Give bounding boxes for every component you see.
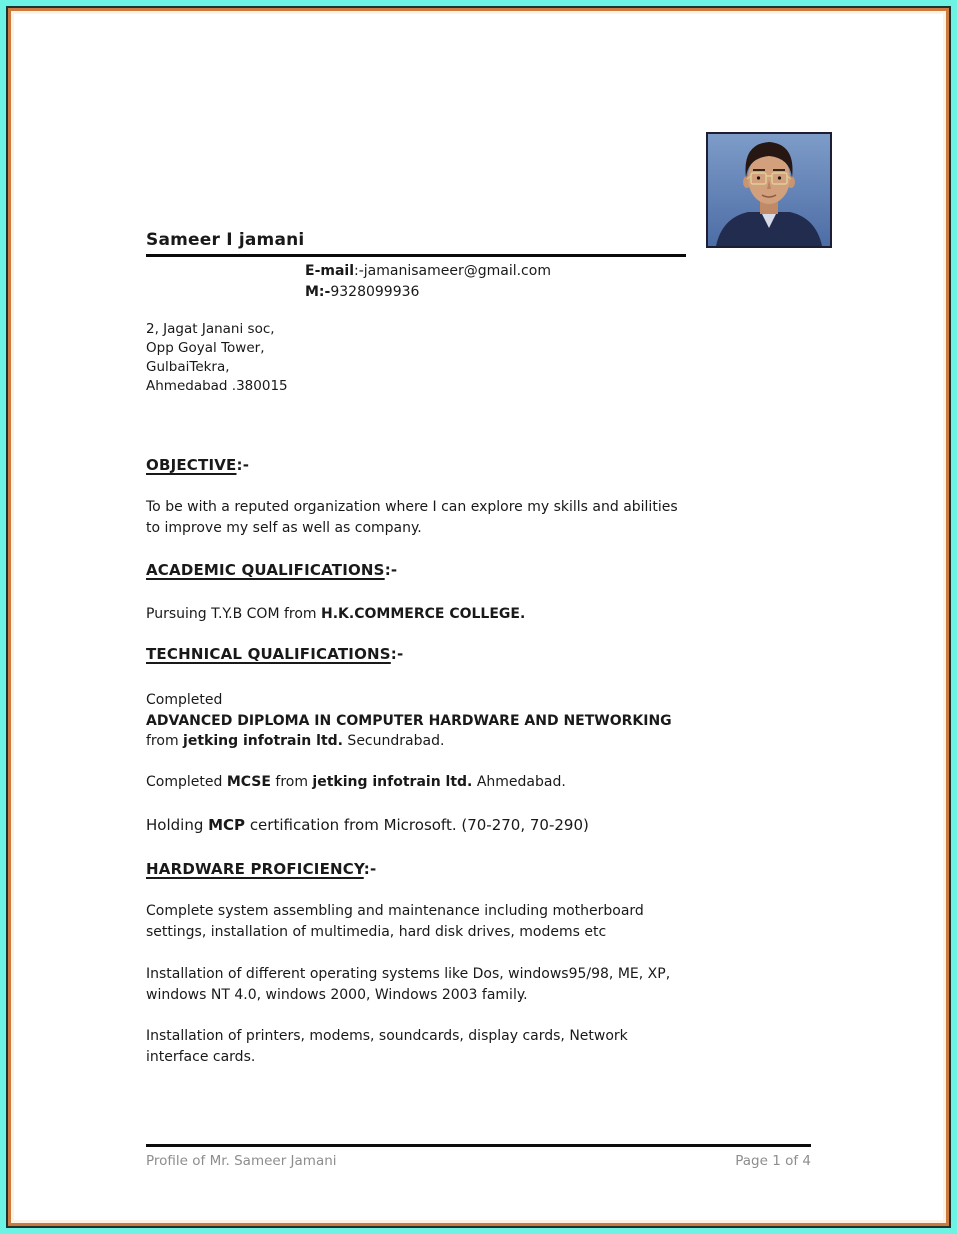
academic-heading xyxy=(146,561,397,579)
mobile-label: M:- xyxy=(305,284,331,300)
footer-profile-text: Profile of Mr. Sameer Jamani xyxy=(146,1153,337,1169)
email-label: E-mail xyxy=(305,263,355,279)
candidate-name: Sameer I jamani xyxy=(146,230,686,257)
address-line: 2, Jagat Janani soc, xyxy=(146,321,275,337)
portrait-photo xyxy=(706,132,832,248)
mobile-value: 9328099936 xyxy=(330,284,420,300)
objective-heading-suffix: :- xyxy=(236,456,250,474)
mobile-line xyxy=(305,282,551,303)
hardware-heading-suffix: :- xyxy=(363,860,377,878)
academic-heading-text: ACADEMIC QUALIFICATIONS xyxy=(146,561,385,579)
address-block xyxy=(146,320,288,396)
hardware-heading-text: HARDWARE PROFICIENCY xyxy=(146,860,364,878)
hardware-heading xyxy=(146,860,376,878)
portrait-illustration xyxy=(708,134,830,246)
page-footer xyxy=(146,1153,811,1169)
technical-heading-text: TECHNICAL QUALIFICATIONS xyxy=(146,645,391,663)
mcse-paragraph: Completed MCSE from jetking infotrain ltd. Ahmedabad. xyxy=(146,774,566,790)
objective-paragraph: To be with a reputed organization where I can explore my skills and abilities to improve my self as well as company. xyxy=(146,499,678,536)
diploma-paragraph: Completed ADVANCED DIPLOMA IN COMPUTER HARDWARE AND NETWORKING from jetking infotrain ltd. Secundrabad. xyxy=(146,692,672,749)
technical-heading-suffix: :- xyxy=(390,645,404,663)
objective-heading-text: OBJECTIVE xyxy=(146,456,237,474)
hardware-paragraph-os: Installation of different operating systems like Dos, windows95/98, ME, XP, windows NT 4.0, windows 2000, Windows 2003 family. xyxy=(146,966,671,1003)
mcp-paragraph: Holding MCP certification from Microsoft. (70-270, 70-290) xyxy=(146,816,589,834)
address-line: Ahmedabad .380015 xyxy=(146,378,288,394)
email-line xyxy=(305,261,551,282)
academic-paragraph: Pursuing T.Y.B COM from H.K.COMMERCE COLLEGE. xyxy=(146,606,526,622)
address-line: Opp Goyal Tower, xyxy=(146,340,265,356)
objective-heading xyxy=(146,456,249,474)
academic-heading-suffix: :- xyxy=(384,561,398,579)
technical-heading xyxy=(146,645,403,663)
email-value: :-jamanisameer@gmail.com xyxy=(354,263,551,279)
hardware-paragraph-peripherals: Installation of printers, modems, soundcards, display cards, Network interface cards. xyxy=(146,1028,628,1065)
contact-block xyxy=(305,261,551,303)
footer-divider xyxy=(146,1144,811,1147)
footer-page-number: Page 1 of 4 xyxy=(735,1153,811,1169)
hardware-paragraph-assembling: Complete system assembling and maintenance including motherboard settings, installation of multimedia, hard disk drives, modems etc xyxy=(146,903,644,940)
address-line: GulbaiTekra, xyxy=(146,359,230,375)
